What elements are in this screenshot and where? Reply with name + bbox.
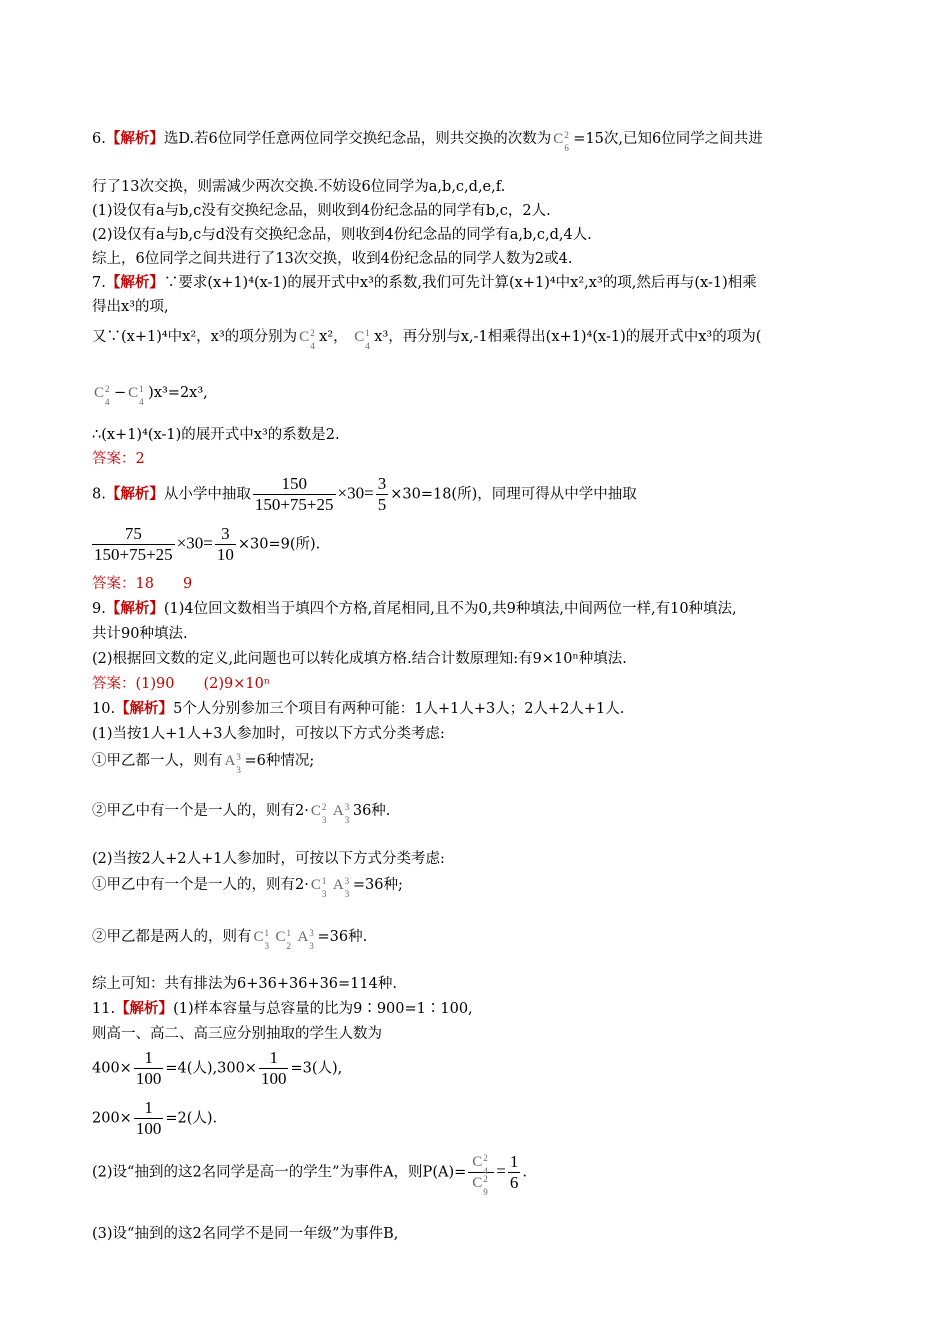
- q6-line-1: 6.【解析】选D.若6位同学任意两位同学交换纪念品，则共交换的次数为 C 2 6 =15次,已知6位同学之间共进: [92, 130, 763, 153]
- q7-line-1: 7.【解析】∵要求(x+1)⁴(x-1)的展开式中x³的系数,我们可先计算(x+1)⁴中x²,x³的项,然后再与(x-1)相乘: [92, 274, 757, 291]
- q8-fraction-3: $\frac{75}{150+75+25}$: [94, 524, 173, 564]
- q9-tag: 【解析】: [105, 600, 164, 617]
- q9-line-1: 9.【解析】(1)4位回文数相当于填四个方格,首尾相同,且不为0,共9种填法,中间两位一样,有10种填法,: [92, 600, 737, 617]
- q11-line-4: 200× $\frac{1}{100}$ =2(人).: [92, 1098, 218, 1138]
- q10-line-4: ②甲乙中有一个是一人的，则有2· C 2 3 A 3 3 36种.: [92, 802, 391, 825]
- q8-line-1: 8.【解析】从小学中抽取 $\frac{150}{150+75+25}$ ×30= $\frac{3}{5}$ ×30=18(所)，同理可得从中学中抽取: [92, 474, 637, 514]
- q6-line-4: (2)设仅有a与b,c与d没有交换纪念品，则收到4份纪念品的同学有a,b,c,d,4人.: [92, 227, 592, 243]
- q7-line-5: ∴(x+1)⁴(x-1)的展开式中x³的系数是2.: [92, 427, 340, 443]
- q11-tag: 【解析】: [115, 1000, 174, 1017]
- q10-line-1: 10.【解析】5个人分别参加三个项目有两种可能：1人+1人+3人；2人+2人+1人.: [92, 700, 625, 717]
- q11-line-1: 11.【解析】(1)样本容量与总容量的比为9∶900=1∶100,: [92, 1000, 473, 1017]
- q6-number: 6.: [92, 131, 106, 147]
- q10-line-7: ②甲乙都是两人的，则有 C 1 3 C 1 2 A 3 3 =36种.: [92, 928, 368, 951]
- q11-line-5: (2)设“抽到的这2名同学是高一的学生”为事件A，则P(A)= C 2 4 C 2 9 = $\frac{1}{6}$ .: [92, 1152, 527, 1197]
- q7-answer: 答案：2: [92, 451, 145, 467]
- q11-line-3: 400× $\frac{1}{100}$ =4(人),300× $\frac{1}{100}$ =3(人),: [92, 1048, 343, 1088]
- q9-line-3: (2)根据回文数的定义,此问题也可以转化成填方格.结合计数原理知:有9×10ⁿ种填法.: [92, 651, 627, 667]
- q8-fraction-1: $\frac{150}{150+75+25}$: [254, 474, 334, 514]
- q7-tag: 【解析】: [105, 274, 164, 291]
- q6-line-2: 行了13次交换，则需减少两次交换.不妨设6位同学为a,b,c,d,e,f.: [92, 179, 506, 195]
- q8-tag: 【解析】: [105, 485, 164, 503]
- q6-tag: 【解析】: [105, 130, 164, 147]
- q8-fraction-2: $\frac{3}{5}$: [377, 474, 387, 514]
- q10-line-8: 综上可知：共有排法为6+36+36+36=114种.: [92, 976, 397, 992]
- q10-line-3: ①甲乙都一人，则有 A 3 3 =6种情况;: [92, 752, 315, 775]
- q11-line-6: (3)设“抽到的这2名同学不是同一年级”为事件B,: [92, 1226, 399, 1242]
- q9-line-2: 共计90种填法.: [92, 626, 188, 642]
- q8-line-2: $\frac{75}{150+75+25}$ ×30= $\frac{3}{10}$ ×30=9(所).: [94, 524, 321, 564]
- q8-answer: 答案：18 9: [92, 576, 193, 592]
- q10-line-5: (2)当按2人+2人+1人参加时，可按以下方式分类考虑:: [92, 851, 445, 867]
- q10-line-2: (1)当按1人+1人+3人参加时，可按以下方式分类考虑:: [92, 726, 445, 742]
- q9-answer: 答案：(1)90 (2)9×10ⁿ: [92, 676, 271, 692]
- q7-line-2: 得出x³的项,: [92, 299, 169, 315]
- q11-line-2: 则高一、高二、高三应分别抽取的学生人数为: [92, 1026, 382, 1042]
- q10-line-6: ①甲乙中有一个是一人的，则有2· C 1 3 A 3 3 =36种;: [92, 876, 403, 899]
- q8-fraction-4: $\frac{3}{10}$: [216, 524, 234, 564]
- q6-combination: C 2 6: [553, 130, 569, 153]
- q7-line-4: C 2 4 − C 1 4 )x³=2x³,: [94, 384, 208, 407]
- q6-line-5: 综上，6位同学之间共进行了13次交换，收到4份纪念品的同学人数为2或4.: [92, 251, 573, 267]
- q7-line-3: 又∵(x+1)⁴中x²，x³的项分别为 C 2 4 x²， C 1 4 x³，再分别与x,-1相乘得出(x+1)⁴(x-1)的展开式中x³的项为(: [92, 328, 762, 351]
- q6-line-3: (1)设仅有a与b,c没有交换纪念品，则收到4份纪念品的同学有b,c，2人.: [92, 203, 551, 219]
- q10-tag: 【解析】: [115, 700, 174, 717]
